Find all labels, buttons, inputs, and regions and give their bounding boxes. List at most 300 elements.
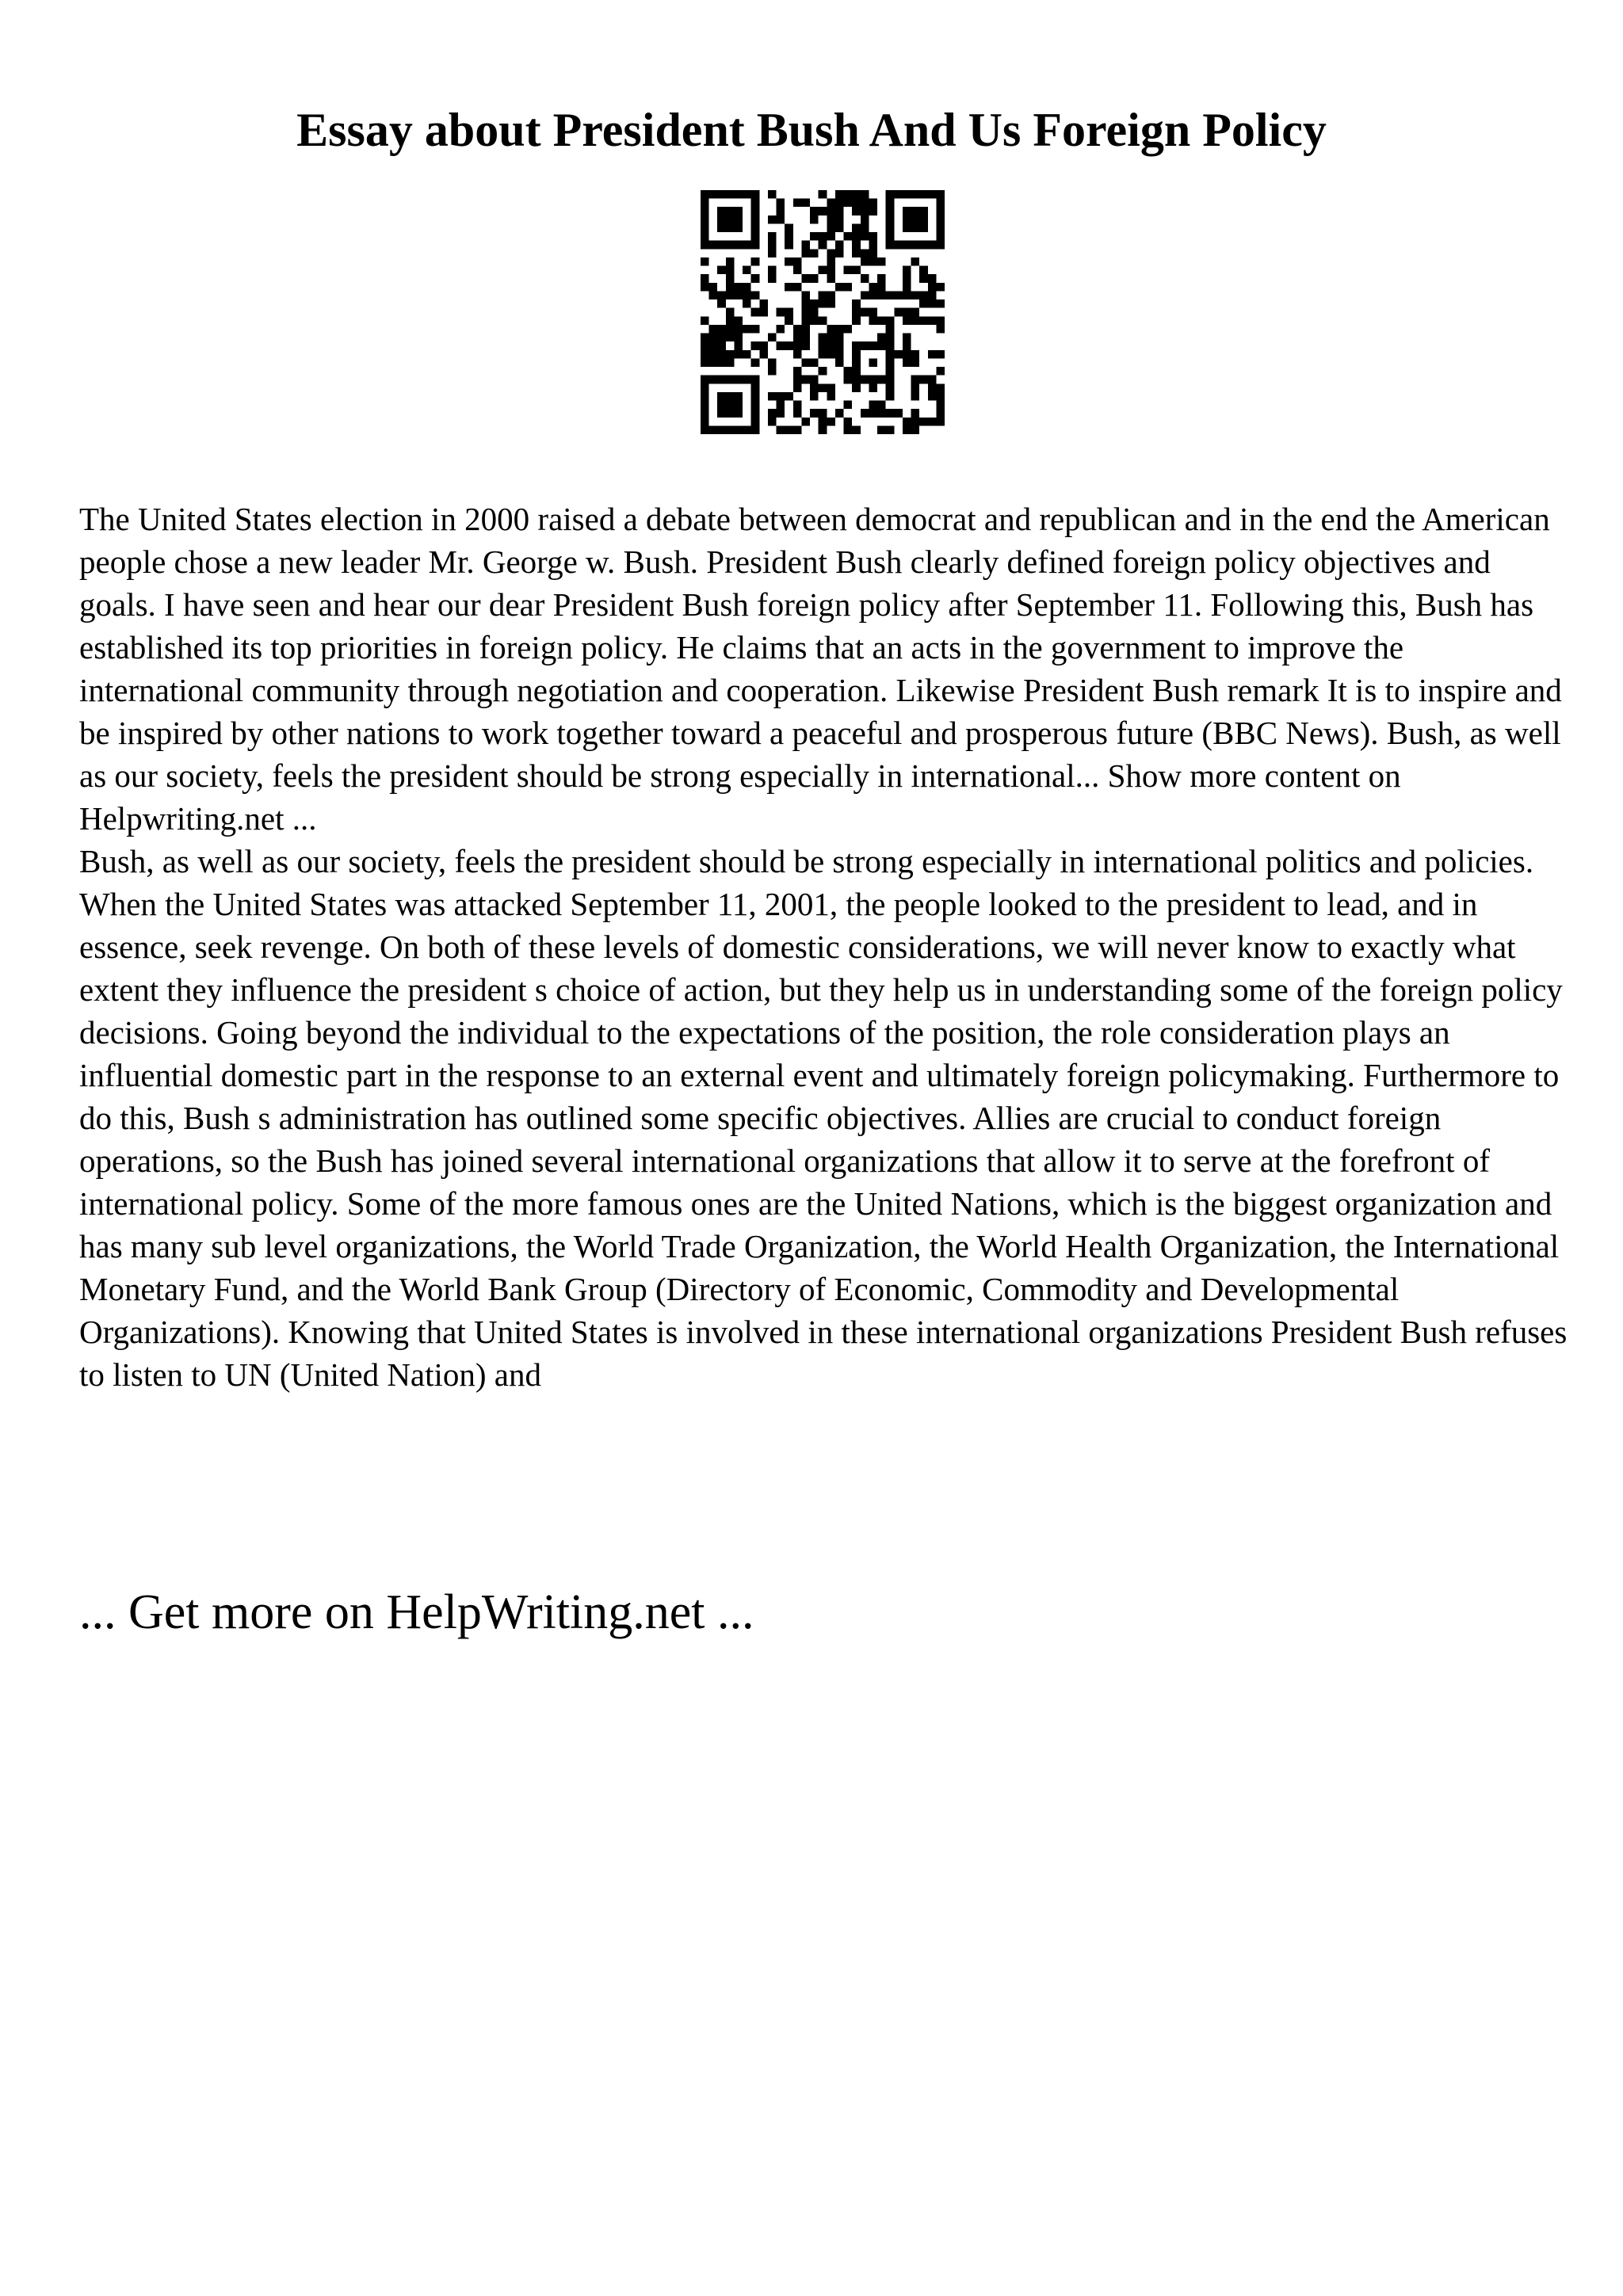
- qr-module: [827, 215, 835, 224]
- qr-module: [903, 223, 911, 232]
- qr-module: [743, 241, 751, 250]
- qr-module: [751, 425, 760, 434]
- qr-module: [869, 283, 877, 292]
- qr-module: [810, 409, 819, 418]
- qr-module: [903, 215, 911, 224]
- qr-module: [751, 341, 760, 350]
- qr-module: [827, 325, 835, 334]
- essay-paragraph-1: The United States election in 2000 raised a debate between democrat and republican and in the end the American people chose a new leader Mr. George w. Bush. President Bush clearly defined foreign policy objectives and goals. I have seen and hear our dear President Bush foreign policy after September 11. Following this, Bush has established its top priorities in foreign policy. He claims that an acts in the government to improve the international community through negotiation and cooperation. Likewise President Bush remark It is to inspire and be inspired by other nations to work together toward a peaceful and prosperous future (BBC News). Bush, as well as our society, feels the president should be strong especially in international... Show more content on Helpwriting.net ...: [79, 501, 1562, 837]
- qr-module: [928, 274, 937, 283]
- qr-module: [810, 215, 819, 224]
- qr-module: [793, 383, 802, 392]
- qr-module: [835, 334, 844, 342]
- qr-module: [894, 190, 903, 199]
- qr-module: [852, 190, 861, 199]
- qr-module: [717, 207, 726, 215]
- qr-module: [852, 199, 861, 208]
- qr-module: [709, 291, 718, 299]
- qr-module: [717, 392, 726, 401]
- qr-module: [852, 316, 861, 325]
- qr-module: [709, 190, 718, 199]
- qr-module: [768, 358, 777, 367]
- qr-module: [819, 418, 827, 426]
- qr-module: [936, 409, 945, 418]
- qr-module: [717, 334, 726, 342]
- qr-module: [785, 257, 793, 266]
- qr-module: [827, 249, 835, 257]
- qr-module: [869, 341, 877, 350]
- qr-module: [734, 425, 743, 434]
- qr-module: [734, 376, 743, 384]
- qr-module: [810, 207, 819, 215]
- qr-module: [936, 241, 945, 250]
- qr-module: [886, 392, 895, 401]
- qr-module: [886, 325, 895, 334]
- qr-module: [701, 401, 709, 410]
- qr-module: [911, 358, 920, 367]
- qr-module: [701, 232, 709, 241]
- qr-module: [886, 199, 895, 208]
- qr-module: [928, 291, 937, 299]
- qr-module: [709, 376, 718, 384]
- qr-module: [709, 358, 718, 367]
- qr-module: [928, 241, 937, 250]
- qr-module: [793, 401, 802, 410]
- qr-module: [726, 401, 735, 410]
- qr-module: [717, 299, 726, 308]
- qr-module: [936, 283, 945, 292]
- qr-module: [734, 334, 743, 342]
- qr-module: [852, 299, 861, 308]
- qr-module: [743, 425, 751, 434]
- qr-module: [751, 291, 760, 299]
- qr-module: [785, 425, 793, 434]
- qr-module: [877, 283, 886, 292]
- qr-module: [810, 392, 819, 401]
- qr-module: [734, 409, 743, 418]
- qr-module: [777, 199, 785, 208]
- qr-module: [768, 418, 777, 426]
- qr-module: [936, 199, 945, 208]
- qr-module: [726, 316, 735, 325]
- qr-module: [726, 266, 735, 275]
- qr-module: [734, 325, 743, 334]
- qr-module: [785, 341, 793, 350]
- qr-module: [844, 325, 853, 334]
- qr-module: [785, 223, 793, 232]
- qr-module: [835, 283, 844, 292]
- qr-module: [852, 376, 861, 384]
- qr-module: [743, 325, 751, 334]
- qr-module: [793, 334, 802, 342]
- qr-module: [877, 425, 886, 434]
- qr-module: [734, 223, 743, 232]
- qr-module: [793, 425, 802, 434]
- get-more-link[interactable]: ... Get more on HelpWriting.net ...: [79, 1585, 754, 1639]
- qr-module: [751, 232, 760, 241]
- qr-module: [701, 358, 709, 367]
- qr-module: [734, 401, 743, 410]
- qr-module: [894, 350, 903, 359]
- qr-module: [911, 409, 920, 418]
- qr-module: [869, 308, 877, 317]
- qr-module: [861, 232, 869, 241]
- qr-module: [717, 358, 726, 367]
- qr-module: [928, 283, 937, 292]
- qr-module: [768, 266, 777, 275]
- qr-module: [819, 299, 827, 308]
- qr-module: [852, 241, 861, 250]
- qr-module: [877, 376, 886, 384]
- qr-module: [819, 190, 827, 199]
- qr-module: [911, 316, 920, 325]
- qr-module: [928, 316, 937, 325]
- qr-module: [717, 223, 726, 232]
- qr-module: [768, 367, 777, 376]
- qr-module: [726, 257, 735, 266]
- qr-module: [810, 358, 819, 367]
- qr-module: [852, 341, 861, 350]
- qr-module: [886, 232, 895, 241]
- qr-module: [801, 316, 810, 325]
- qr-module: [852, 425, 861, 434]
- qr-module: [827, 291, 835, 299]
- qr-module: [810, 316, 819, 325]
- qr-module: [936, 190, 945, 199]
- qr-module: [810, 249, 819, 257]
- qr-module: [869, 241, 877, 250]
- qr-module: [869, 376, 877, 384]
- qr-module: [903, 283, 911, 292]
- qr-module: [717, 425, 726, 434]
- qr-module: [726, 207, 735, 215]
- qr-module: [743, 266, 751, 275]
- qr-module: [903, 241, 911, 250]
- qr-module: [928, 418, 937, 426]
- qr-module: [810, 274, 819, 283]
- qr-module: [751, 409, 760, 418]
- qr-module: [928, 392, 937, 401]
- qr-module: [801, 376, 810, 384]
- qr-module: [903, 350, 911, 359]
- qr-module: [801, 199, 810, 208]
- qr-module: [886, 358, 895, 367]
- qr-module: [793, 367, 802, 376]
- qr-module: [793, 266, 802, 275]
- qr-module: [726, 283, 735, 292]
- qr-module: [819, 425, 827, 434]
- qr-module: [911, 425, 920, 434]
- qr-module: [726, 190, 735, 199]
- qr-module: [751, 308, 760, 317]
- qr-module: [819, 383, 827, 392]
- qr-module: [911, 241, 920, 250]
- qr-module: [886, 223, 895, 232]
- qr-module: [852, 249, 861, 257]
- qr-module: [861, 409, 869, 418]
- qr-module: [903, 341, 911, 350]
- qr-module: [743, 299, 751, 308]
- qr-module: [827, 418, 835, 426]
- qr-module: [777, 207, 785, 215]
- qr-module: [801, 291, 810, 299]
- qr-module: [701, 274, 709, 283]
- qr-module: [801, 341, 810, 350]
- qr-module: [919, 299, 928, 308]
- qr-module: [701, 350, 709, 359]
- qr-module: [936, 383, 945, 392]
- qr-module: [793, 409, 802, 418]
- qr-module: [919, 215, 928, 224]
- qr-module: [701, 316, 709, 325]
- qr-module: [726, 274, 735, 283]
- qr-module: [801, 334, 810, 342]
- qr-module: [919, 223, 928, 232]
- qr-module: [919, 291, 928, 299]
- qr-module: [919, 376, 928, 384]
- qr-module: [793, 325, 802, 334]
- qr-module: [827, 341, 835, 350]
- qr-module: [936, 350, 945, 359]
- qr-module: [852, 358, 861, 367]
- qr-module: [743, 350, 751, 359]
- qr-module: [844, 232, 853, 241]
- qr-module: [827, 274, 835, 283]
- qr-module: [726, 215, 735, 224]
- qr-module: [819, 207, 827, 215]
- qr-module: [903, 418, 911, 426]
- qr-module: [936, 401, 945, 410]
- qr-module: [759, 299, 768, 308]
- qr-module: [886, 350, 895, 359]
- qr-module: [911, 215, 920, 224]
- essay-body: [79, 498, 1569, 1396]
- qr-module: [701, 215, 709, 224]
- qr-module: [936, 299, 945, 308]
- qr-module: [894, 291, 903, 299]
- qr-module: [751, 257, 760, 266]
- qr-module: [869, 401, 877, 410]
- qr-module: [861, 199, 869, 208]
- qr-module: [751, 325, 760, 334]
- qr-module: [903, 358, 911, 367]
- qr-module: [726, 392, 735, 401]
- qr-module: [835, 358, 844, 367]
- qr-module: [835, 207, 844, 215]
- qr-module: [768, 241, 777, 250]
- qr-module: [777, 215, 785, 224]
- qr-module: [869, 409, 877, 418]
- qr-module: [793, 341, 802, 350]
- qr-module: [844, 425, 853, 434]
- qr-module: [877, 341, 886, 350]
- qr-module: [903, 334, 911, 342]
- qr-module: [777, 308, 785, 317]
- qr-module: [701, 341, 709, 350]
- qr-module: [835, 215, 844, 224]
- qr-module: [861, 341, 869, 350]
- qr-module: [869, 249, 877, 257]
- qr-module: [751, 223, 760, 232]
- qr-module: [819, 334, 827, 342]
- qr-module: [726, 376, 735, 384]
- qr-module: [869, 232, 877, 241]
- qr-module: [810, 232, 819, 241]
- qr-module: [877, 334, 886, 342]
- qr-module: [759, 308, 768, 317]
- qr-module: [793, 199, 802, 208]
- qr-module: [835, 341, 844, 350]
- qr-module: [835, 249, 844, 257]
- qr-module: [919, 274, 928, 283]
- qr-module: [861, 207, 869, 215]
- qr-module: [852, 350, 861, 359]
- qr-module: [886, 190, 895, 199]
- qr-module: [911, 207, 920, 215]
- qr-module: [801, 274, 810, 283]
- qr-module: [936, 316, 945, 325]
- qr-module: [911, 308, 920, 317]
- qr-module: [726, 409, 735, 418]
- qr-module: [819, 241, 827, 250]
- qr-module: [852, 266, 861, 275]
- qr-module: [827, 207, 835, 215]
- qr-module: [928, 190, 937, 199]
- qr-module: [717, 376, 726, 384]
- qr-module: [793, 376, 802, 384]
- essay-paragraph-2: Bush, as well as our society, feels the president should be strong especially in international politics and policies. When the United States was attacked September 11, 2001, the people looked to the president to lead, and in essence, seek revenge. On both of these levels of domestic considerations, we will never know to exactly what extent they influence the president s choice of action, but they help us in understanding some of the foreign policy decisions. Going beyond the individual to the expectations of the position, the role consideration plays an influential domestic part in the response to an external event and ultimately foreign policymaking. Furthermore to do this, Bush s administration has outlined some specific objectives. Allies are crucial to conduct foreign operations, so the Bush has joined several international organizations that allow it to serve at the forefront of international policy. Some of the more famous ones are the United Nations, which is the biggest organization and has many sub level organizations, the World Trade Organization, the World Health Organization, the International Monetary Fund, and the World Bank Group (Directory of Economic, Commodity and Developmental Organizations). Knowing that United States is involved in these international organizations President Bush refuses to listen to UN (United Nation) and: [79, 843, 1568, 1393]
- qr-module: [709, 425, 718, 434]
- qr-module: [717, 325, 726, 334]
- qr-module: [919, 207, 928, 215]
- qr-module: [852, 383, 861, 392]
- qr-module: [801, 308, 810, 317]
- qr-module: [701, 283, 709, 292]
- qr-module: [852, 223, 861, 232]
- qr-module: [844, 418, 853, 426]
- qr-module: [726, 425, 735, 434]
- qr-module: [743, 376, 751, 384]
- qr-module: [701, 392, 709, 401]
- qr-module: [844, 199, 853, 208]
- qr-module: [877, 401, 886, 410]
- qr-module: [877, 316, 886, 325]
- qr-module: [911, 190, 920, 199]
- qr-module: [759, 350, 768, 359]
- qr-module: [911, 418, 920, 426]
- qr-module: [751, 418, 760, 426]
- qr-module: [751, 199, 760, 208]
- qr-module: [751, 207, 760, 215]
- qr-module: [835, 350, 844, 359]
- qr-module: [793, 257, 802, 266]
- qr-module: [894, 241, 903, 250]
- qr-module: [894, 409, 903, 418]
- qr-module: [709, 325, 718, 334]
- qr-module: [886, 291, 895, 299]
- qr-module: [726, 223, 735, 232]
- qr-module: [751, 358, 760, 367]
- qr-module: [936, 367, 945, 376]
- qr-module: [844, 401, 853, 410]
- qr-module: [936, 207, 945, 215]
- qr-module: [801, 241, 810, 250]
- qr-module: [827, 199, 835, 208]
- qr-module: [734, 215, 743, 224]
- qr-module: [928, 299, 937, 308]
- qr-module: [777, 425, 785, 434]
- qr-module: [903, 207, 911, 215]
- qr-module: [709, 334, 718, 342]
- qr-module: [759, 341, 768, 350]
- qr-module: [810, 376, 819, 384]
- qr-module: [717, 266, 726, 275]
- qr-module: [936, 232, 945, 241]
- qr-module: [743, 291, 751, 299]
- qr-module: [886, 316, 895, 325]
- qr-module: [886, 207, 895, 215]
- qr-module: [827, 334, 835, 342]
- qr-module: [827, 266, 835, 275]
- qr-module: [919, 241, 928, 250]
- qr-module: [886, 376, 895, 384]
- qr-module: [751, 215, 760, 224]
- qr-module: [726, 358, 735, 367]
- qr-module: [701, 418, 709, 426]
- qr-module: [886, 334, 895, 342]
- qr-module: [726, 334, 735, 342]
- qr-module: [911, 376, 920, 384]
- qr-module: [717, 291, 726, 299]
- qr-module: [777, 341, 785, 350]
- qr-module: [886, 341, 895, 350]
- qr-module: [734, 283, 743, 292]
- qr-module: [869, 383, 877, 392]
- qr-module: [768, 274, 777, 283]
- qr-module: [734, 207, 743, 215]
- qr-module: [819, 316, 827, 325]
- qr-module: [709, 241, 718, 250]
- qr-module: [777, 392, 785, 401]
- qr-module: [928, 383, 937, 392]
- qr-module: [734, 350, 743, 359]
- qr-module: [793, 350, 802, 359]
- qr-module: [785, 232, 793, 241]
- qr-module: [701, 199, 709, 208]
- qr-module: [936, 418, 945, 426]
- qr-module: [819, 350, 827, 359]
- qr-module: [751, 190, 760, 199]
- qr-module: [886, 367, 895, 376]
- qr-module: [701, 409, 709, 418]
- qr-module: [819, 341, 827, 350]
- qr-module: [777, 409, 785, 418]
- qr-module: [936, 392, 945, 401]
- qr-module: [768, 232, 777, 241]
- qr-code-icon: [701, 190, 945, 434]
- qr-module: [886, 409, 895, 418]
- qr-module: [717, 409, 726, 418]
- qr-module: [819, 232, 827, 241]
- qr-module: [919, 266, 928, 275]
- qr-module: [861, 308, 869, 317]
- qr-module: [726, 325, 735, 334]
- qr-module: [785, 283, 793, 292]
- qr-module: [819, 409, 827, 418]
- qr-module: [877, 257, 886, 266]
- qr-module: [717, 241, 726, 250]
- qr-module: [827, 350, 835, 359]
